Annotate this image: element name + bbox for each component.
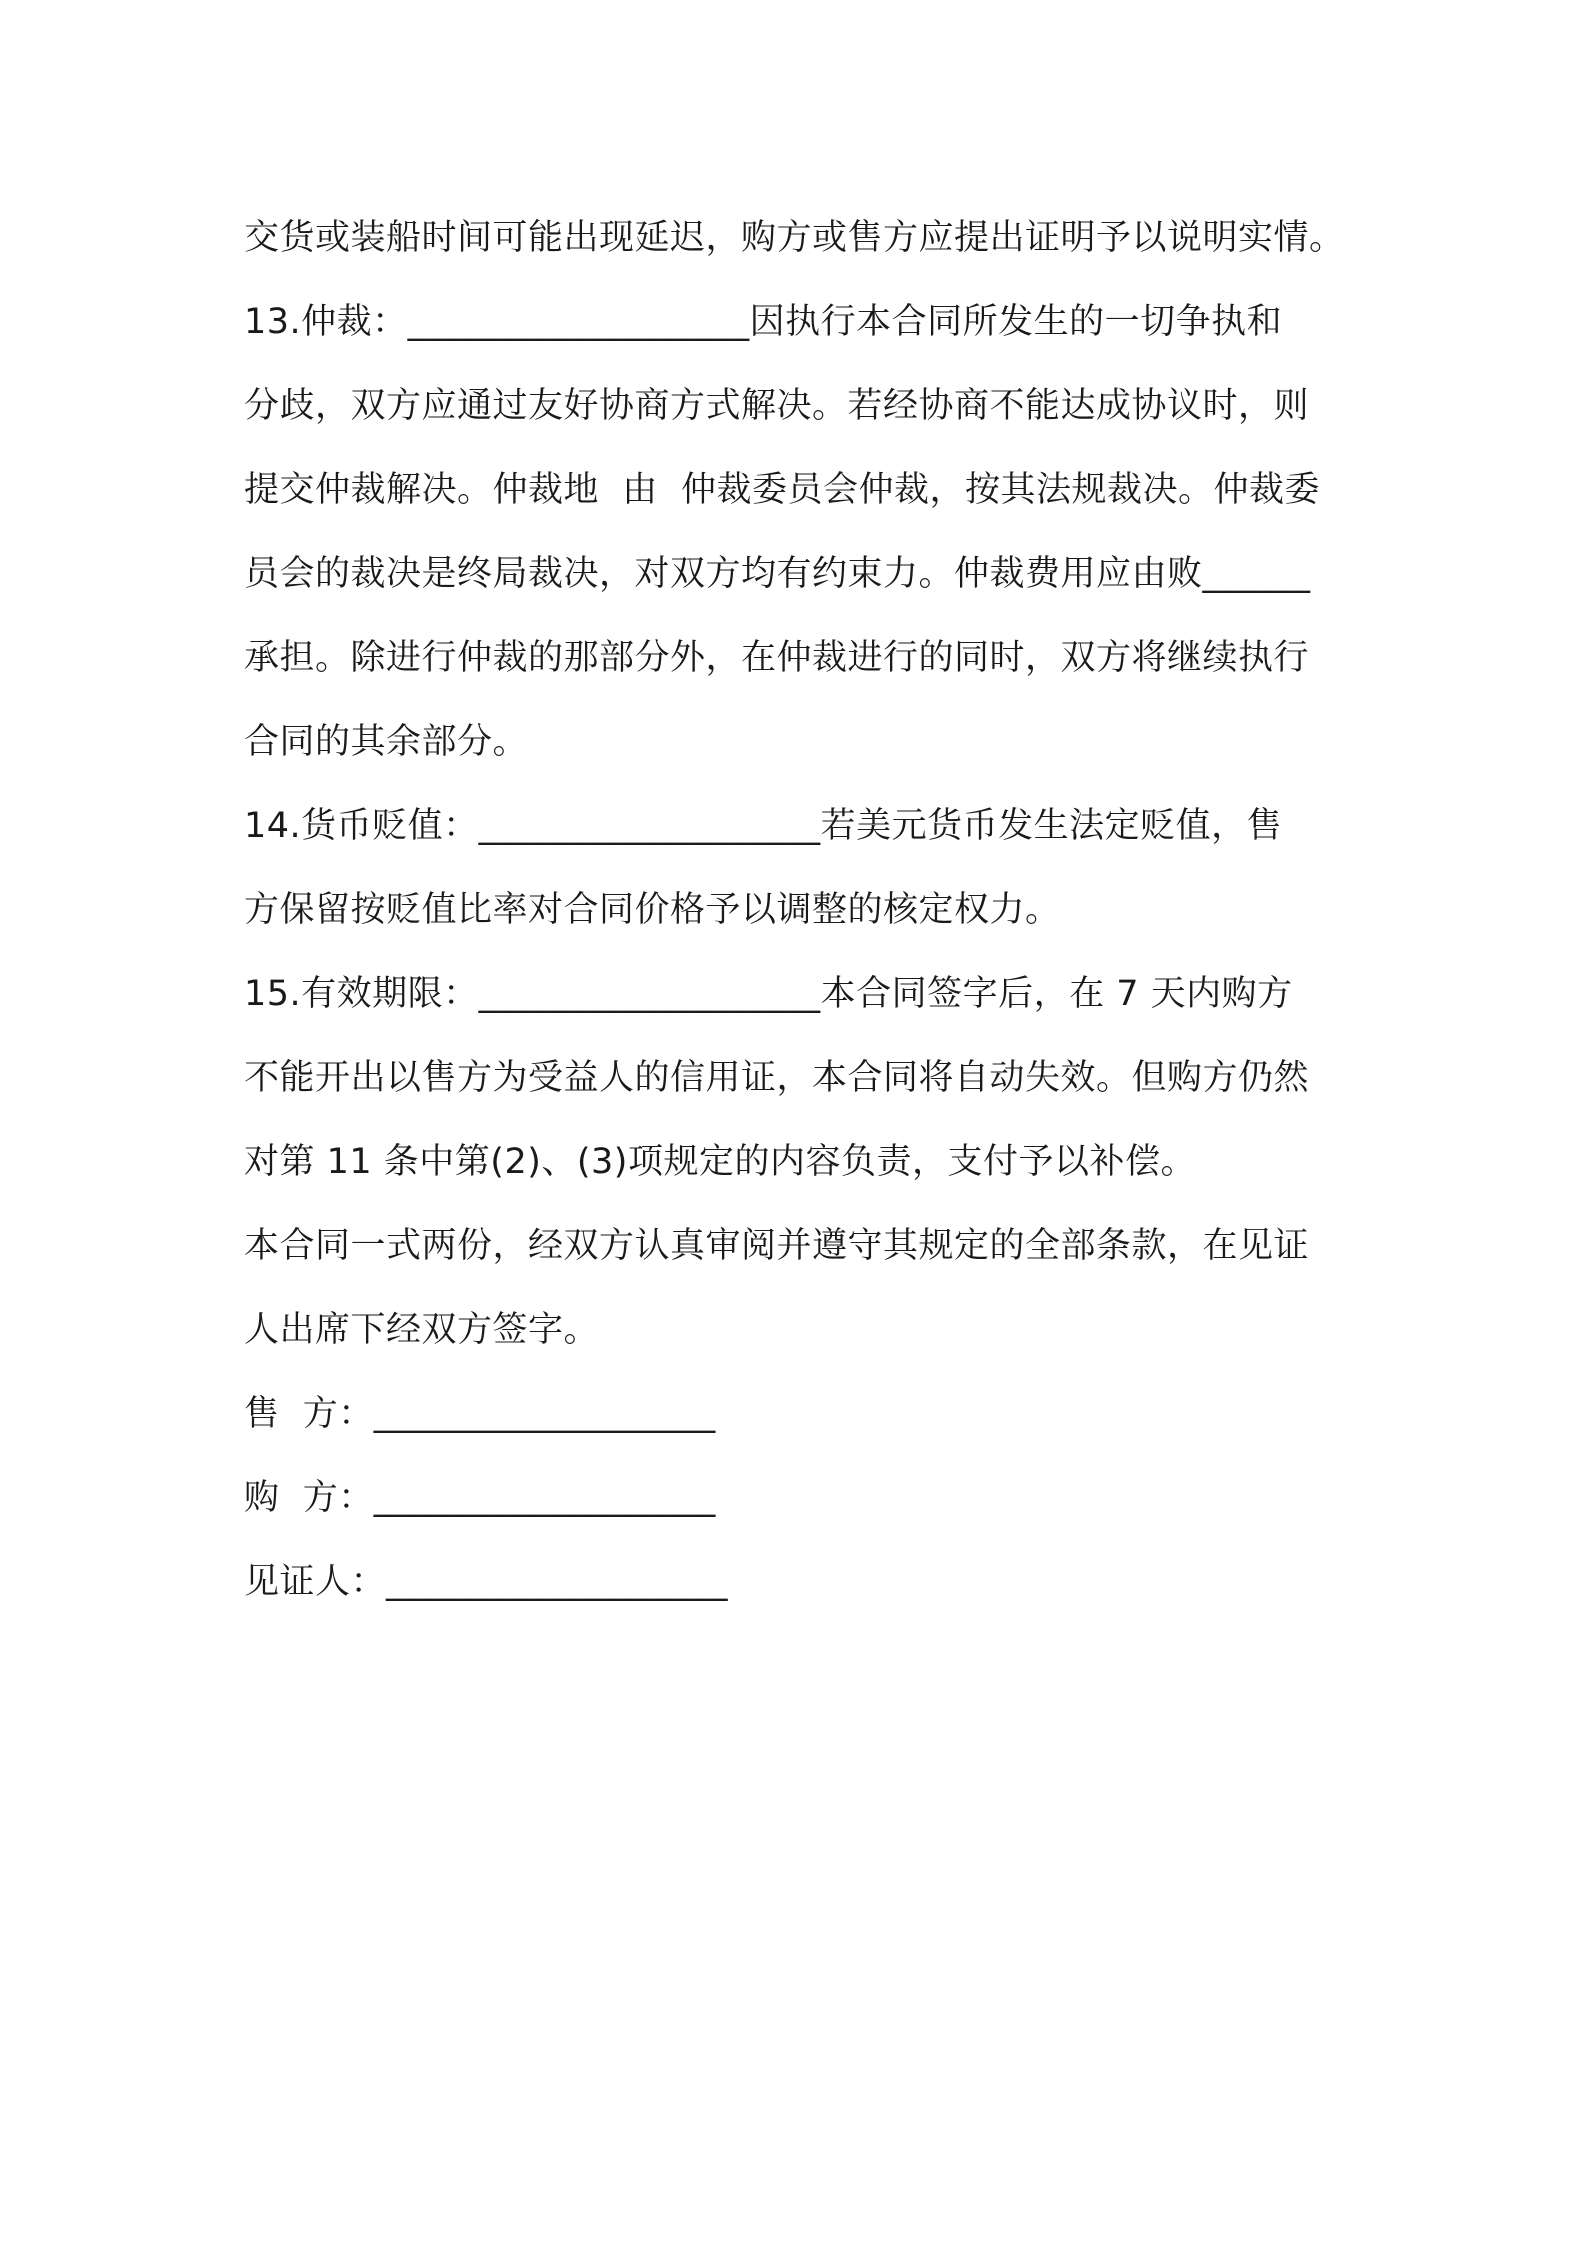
clause-13-line-4: 员会的裁决是终局裁决，对双方均有约束力。仲裁费用应由败______ — [244, 554, 1311, 594]
document-body — [244, 196, 1364, 1624]
closing-statement-line-2: 人出席下经双方签字。 — [244, 1310, 600, 1350]
clause-13-line-6: 合同的其余部分。 — [244, 722, 529, 762]
clause-13-line-3: 提交仲裁解决。仲裁地 由 仲裁委员会仲裁，按其法规裁决。仲裁委 — [244, 470, 1321, 510]
buyer-signature-line: 购 方：___________________ — [244, 1478, 716, 1518]
seller-signature-line: 售 方：___________________ — [244, 1394, 716, 1434]
clause-15-line-3: 对第 11 条中第(2)、(3)项规定的内容负责，支付予以补偿。 — [244, 1142, 1196, 1182]
clause-13-line-5: 承担。除进行仲裁的那部分外，在仲裁进行的同时，双方将继续执行 — [244, 638, 1310, 678]
clause-13-line-2: 分歧，双方应通过友好协商方式解决。若经协商不能达成协议时，则 — [244, 386, 1310, 426]
clause-15-validity: 15.有效期限：___________________本合同签字后，在 7 天内购方 — [244, 974, 1293, 1014]
clause-13-arbitration: 13.仲裁：___________________因执行本合同所发生的一切争执和 — [244, 302, 1283, 342]
clause-15-line-2: 不能开出以售方为受益人的信用证，本合同将自动失效。但购方仍然 — [244, 1058, 1310, 1098]
clause-14-currency-devaluation: 14.货币贬值：___________________若美元货币发生法定贬值，售 — [244, 806, 1283, 846]
witness-signature-line: 见证人：___________________ — [244, 1562, 729, 1602]
closing-statement: 本合同一式两份，经双方认真审阅并遵守其规定的全部条款，在见证 — [244, 1226, 1310, 1266]
clause-14-line-2: 方保留按贬值比率对合同价格予以调整的核定权力。 — [244, 890, 1061, 930]
clause-12-continuation: 交货或装船时间可能出现延迟，购方或售方应提出证明予以说明实情。 — [244, 218, 1345, 258]
